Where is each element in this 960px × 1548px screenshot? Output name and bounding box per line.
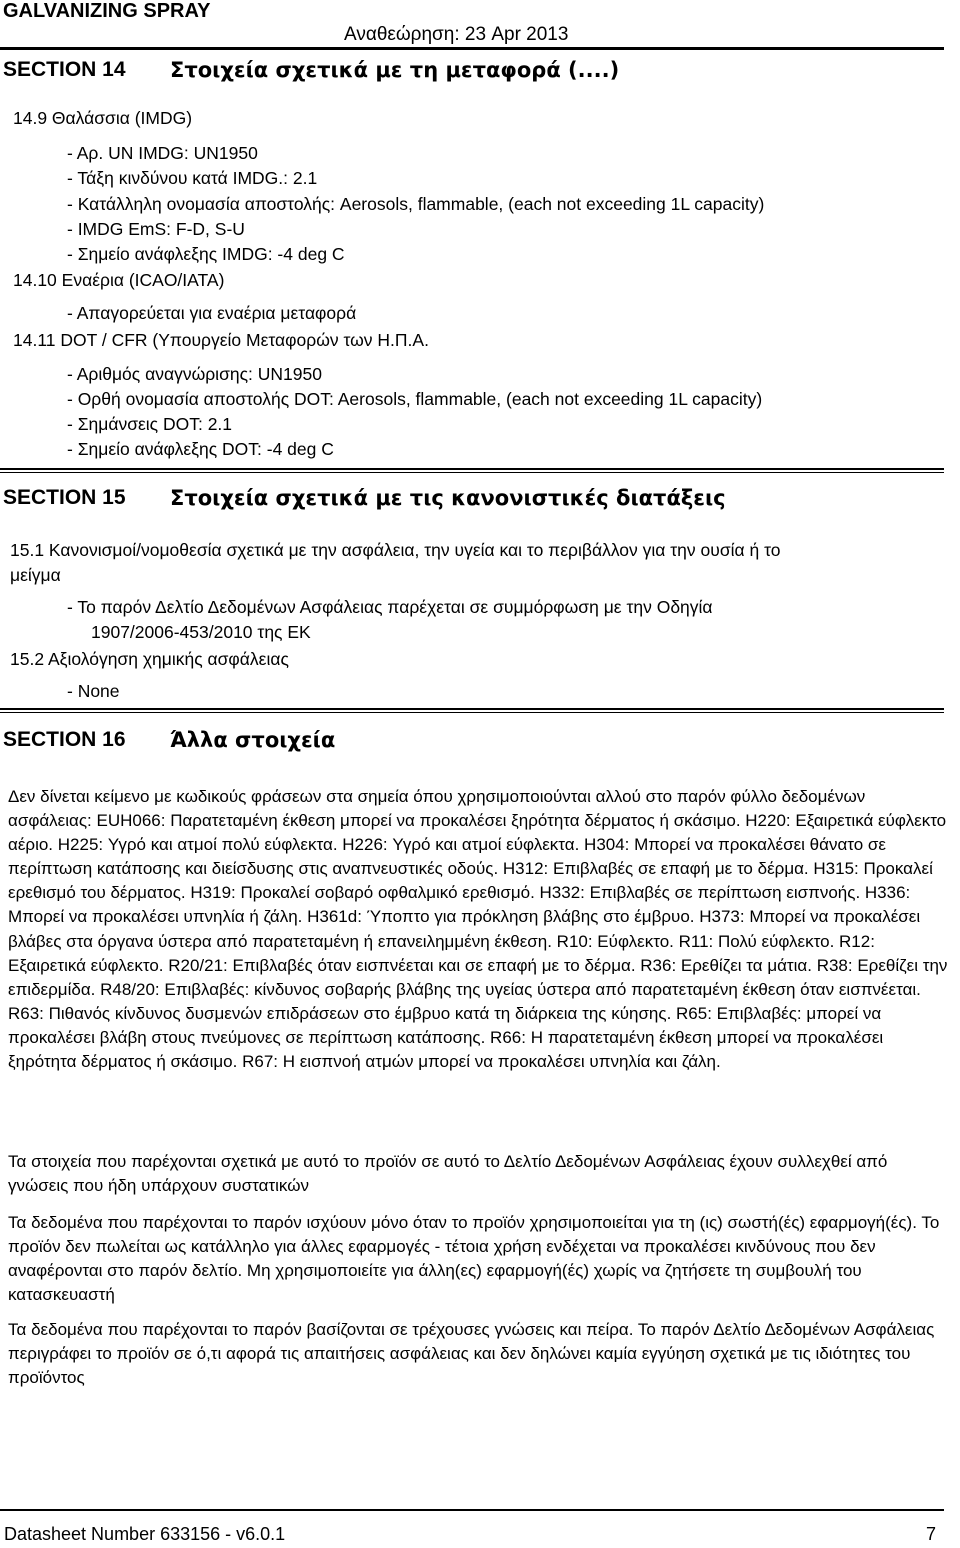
page-number: 7	[925, 1524, 936, 1544]
section-divider	[0, 468, 944, 473]
dot-item: - Σημάνσεις DOT: 2.1	[67, 414, 233, 434]
imdg-item: - IMDG EmS: F-D, S-U	[67, 219, 245, 239]
hazard-phrases-paragraph: Δεν δίνεται κείμενο με κωδικούς φράσεων στα σημεία όπου χρησιμοποιούνται αλλού στο παρόν φύλλο δεδομένων ασφάλειας: EUH066: Παρατεταμένη έκθεση μπορεί να προκαλέσει ξηρότητα δέρματος ή σκάσιμο. H220: Εξαιρετικά εύφλεκτο αέριο. H225: Υγρό και ατμοί πολύ εύφλεκτα. H226: Υγρό και ατμοί εύφλεκτα. H304: Μπορεί να προκαλέσει θάνατο σε περίπτωση κατάποσης και διείσδυσης στις αναπνευστικές οδούς. H312: Επιβλαβές σε επαφή με το δέρμα. H315: Προκαλεί ερεθισμό του δέρματος. H319: Προκαλεί σοβαρό οφθαλμικό ερεθισμό. H332: Επιβλαβές σε περίπτωση εισπνοής. H336: Μπορεί να προκαλέσει υπνηλία ή ζάλη. H361d: Ύποπτο για πρόκληση βλάβης στο έμβρυο. H373: Μπορεί να προκαλέσει βλάβες στα όργανα ύστερα από παρατεταμένη ή επανειλημμένη έκθεση. R10: Εύφλεκτο. R11: Πολύ εύφλεκτο. R12: Εξαιρετικά εύφλεκτο. R20/21: Επιβλαβές όταν εισπνέεται και σε επαφή με το δέρμα. R36: Ερεθίζει τα μάτια. R38: Ερεθίζει την επιδερμίδα. R48/20: Επιβλαβές: κίνδυνος σοβαρής βλάβης της υγείας ύστερα από παρατεταμένη έκθεση όταν εισπνέεται. R63: Πιθανός κίνδυνος δυσμενών επιδράσεων στο έμβρυο κατά τη διάρκεια της κύησης. R65: Επιβλαβές: μπορεί να προκαλέσει βλάβη στους πνεύμονες σε περίπτωση κατάποσης. R66: Η παρατεταμένη έκθεση μπορεί να προκαλέσει ξηρότητα δέρματος ή σκάσιμο. R67: Η εισπνοή ατμών μπορεί να προκαλέσει υπνηλία και ζάλη.	[8, 787, 948, 1072]
section-15-title: Στοιχεία σχετικά με τις κανονιστικές διατάξεις	[170, 486, 726, 510]
header-rule	[0, 47, 944, 50]
revision-date: Αναθεώρηση: 23 Apr 2013	[344, 24, 569, 45]
dot-item: - Αριθμός αναγνώρισης: UN1950	[67, 364, 322, 384]
section-divider	[0, 708, 944, 713]
dot-item: - Σημείο ανάφλεξης DOT: -4 deg C	[67, 439, 334, 459]
usage-disclaimer-paragraph: Τα δεδομένα που παρέχονται το παρόν ισχύουν μόνο όταν το προϊόν χρησιμοποιείται για τη (ις) σωστή(ές) εφαρμογή(ές). Το προϊόν δεν πωλείται ως κατάλληλο για άλλες εφαρμογές - τέτοια χρήση ενδέχεται να προκαλέσει κινδύνους που δεν αναφέρονται στο παρόν δελτίο. Μη χρησιμοποιείτε για άλλη(ες) εφαρμογή(ές) χωρίς να ζητήσετε τη συμβουλή του κατασκευαστή	[8, 1213, 940, 1305]
dot-item: - Ορθή ονομασία αποστολής DOT: Aerosols, flammable, (each not exceeding 1L capacity)	[67, 389, 763, 409]
section-15-number: SECTION 15	[3, 486, 126, 509]
section-16-title: Άλλα στοιχεία	[170, 728, 336, 752]
section-14-number: SECTION 14	[3, 58, 126, 81]
subsection-15-2: 15.2 Αξιολόγηση χημικής ασφάλειας	[10, 649, 289, 669]
section-14-title: Στοιχεία σχετικά με τη μεταφορά (....)	[170, 58, 620, 82]
imdg-item: - Κατάλληλη ονομασία αποστολής: Aerosols, flammable, (each not exceeding 1L capacity)	[67, 194, 765, 214]
subsection-15-1: 15.1 Κανονισμοί/νομοθεσία σχετικά με την ασφάλεια, την υγεία και το περιβάλλον για την ουσία ή το	[10, 540, 781, 560]
section-16-number: SECTION 16	[3, 728, 126, 751]
imdg-item: - Αρ. UN IMDG: UN1950	[67, 143, 258, 163]
chemical-safety-item: - None	[67, 681, 120, 701]
imdg-item: - Σημείο ανάφλεξης IMDG: -4 deg C	[67, 244, 345, 264]
document-title: GALVANIZING SPRAY	[3, 0, 211, 22]
data-source-paragraph: Τα στοιχεία που παρέχονται σχετικά με αυτό το προϊόν σε αυτό το Δελτίο Δεδομένων Ασφάλειας έχουν συλλεχθεί από γνώσεις που ήδη υπάρχουν συστατικών	[8, 1152, 888, 1196]
subsection-15-1-cont: μείγμα	[10, 565, 61, 585]
air-item: - Απαγορεύεται για εναέρια μεταφορά	[67, 303, 357, 323]
subsection-14-11: 14.11 DOT / CFR (Υπουργείο Μεταφορών των Η.Π.Α.	[13, 330, 429, 350]
regulation-item-cont: 1907/2006-453/2010 της ΕΚ	[91, 622, 311, 642]
subsection-14-10: 14.10 Εναέρια (ICAO/IATA)	[13, 270, 225, 290]
subsection-14-9: 14.9 Θαλάσσια (IMDG)	[13, 108, 193, 128]
regulation-item: - Το παρόν Δελτίο Δεδομένων Ασφάλειας παρέχεται σε συμμόρφωση με την Οδηγία	[67, 597, 713, 617]
footer-rule	[0, 1509, 944, 1511]
datasheet-number: Datasheet Number 633156 - v6.0.1	[4, 1524, 286, 1544]
imdg-item: - Τάξη κινδύνου κατά IMDG.: 2.1	[67, 168, 318, 188]
knowledge-disclaimer-paragraph: Τα δεδομένα που παρέχονται το παρόν βασίζονται σε τρέχουσες γνώσεις και πείρα. Το παρόν Δελτίο Δεδομένων Ασφάλειας περιγράφει το προϊόν σε ό,τι αφορά τις απαιτήσεις ασφάλειας και δεν δηλώνει καμία εγγύηση σχετικά με τις ιδιότητες του προϊόντος	[8, 1320, 935, 1388]
